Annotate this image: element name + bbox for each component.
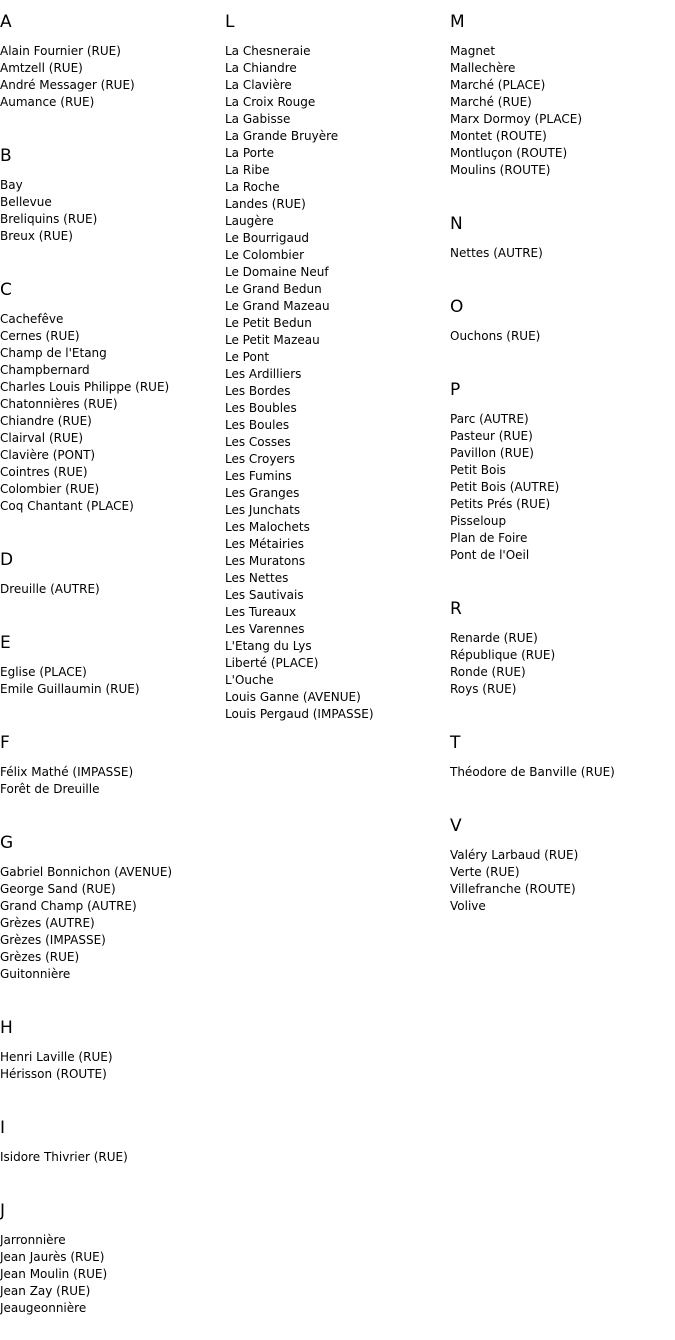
street-link[interactable]: Volive — [450, 899, 486, 913]
street-link[interactable]: Les Sautivais — [225, 588, 304, 602]
letter-section-a — [0, 0, 225, 111]
street-link[interactable]: La Gabisse — [225, 112, 291, 126]
section-letter-heading: D — [0, 550, 14, 570]
street-link[interactable]: Les Fumins — [225, 469, 292, 483]
street-link[interactable]: Villefranche (ROUTE) — [450, 882, 576, 896]
street-link[interactable]: Pont de l'Oeil — [450, 548, 530, 562]
street-link[interactable]: Clavière (PONT) — [0, 448, 96, 462]
section-letter-heading: E — [0, 633, 11, 653]
street-link[interactable]: Colombier (RUE) — [0, 482, 100, 496]
street-link[interactable]: Grèzes (AUTRE) — [0, 916, 95, 930]
street-link[interactable]: Les Cosses — [225, 435, 291, 449]
letter-section-j — [0, 1189, 225, 1317]
street-link[interactable]: Félix Mathé (IMPASSE) — [0, 765, 134, 779]
letter-section-b — [0, 134, 225, 245]
street-link[interactable]: Pisseloup — [450, 514, 507, 528]
street-link[interactable]: Marché (RUE) — [450, 95, 532, 109]
street-link[interactable]: La Chesneraie — [225, 44, 311, 58]
street-link[interactable]: Louis Ganne (AVENUE) — [225, 690, 361, 704]
street-link[interactable]: Les Boules — [225, 418, 290, 432]
street-link[interactable]: Jarronnière — [0, 1233, 66, 1247]
street-link[interactable]: Les Métairies — [225, 537, 304, 551]
letter-section-i — [0, 1106, 225, 1166]
letter-section-r — [450, 587, 675, 698]
street-link[interactable]: Jean Moulin (RUE) — [0, 1267, 108, 1281]
section-letter-heading: R — [450, 599, 462, 619]
letter-section-n — [450, 202, 675, 262]
street-link[interactable]: Petit Bois — [450, 463, 506, 477]
street-link[interactable]: André Messager (RUE) — [0, 78, 135, 92]
street-link[interactable]: Marx Dormoy (PLACE) — [450, 112, 583, 126]
column-2 — [225, 0, 450, 746]
street-link[interactable]: Aumance (RUE) — [0, 95, 95, 109]
section-letter-heading: G — [0, 833, 14, 853]
street-link[interactable]: Moulins (ROUTE) — [450, 163, 551, 177]
street-link[interactable]: Champ de l'Etang — [0, 346, 107, 360]
street-link[interactable]: Montet (ROUTE) — [450, 129, 547, 143]
street-link[interactable]: La Croix Rouge — [225, 95, 316, 109]
street-link[interactable]: Landes (RUE) — [225, 197, 306, 211]
street-link[interactable]: Grand Champ (AUTRE) — [0, 899, 137, 913]
street-link[interactable]: Petit Bois (AUTRE) — [450, 480, 560, 494]
street-link[interactable]: Emile Guillaumin (RUE) — [0, 682, 140, 696]
street-link[interactable]: Les Ardilliers — [225, 367, 302, 381]
section-letter-heading: P — [450, 380, 461, 400]
street-link[interactable]: Les Granges — [225, 486, 300, 500]
letter-section-l — [225, 0, 450, 723]
street-link[interactable]: Le Domaine Neuf — [225, 265, 329, 279]
street-link[interactable]: Les Boubles — [225, 401, 297, 415]
street-link[interactable]: Charles Louis Philippe (RUE) — [0, 380, 170, 394]
street-link[interactable]: Le Pont — [225, 350, 270, 364]
street-link[interactable]: Nettes (AUTRE) — [450, 246, 543, 260]
street-link[interactable]: Le Petit Bedun — [225, 316, 312, 330]
street-link[interactable]: Chatonnières (RUE) — [0, 397, 118, 411]
street-link[interactable]: Les Croyers — [225, 452, 295, 466]
street-link[interactable]: Breliquins (RUE) — [0, 212, 98, 226]
section-letter-heading: C — [0, 280, 12, 300]
street-link[interactable]: Louis Pergaud (IMPASSE) — [225, 707, 374, 721]
street-link[interactable]: Cointres (RUE) — [0, 465, 88, 479]
street-link[interactable]: Verte (RUE) — [450, 865, 520, 879]
street-link[interactable]: Cernes (RUE) — [0, 329, 80, 343]
section-letter-heading: O — [450, 297, 464, 317]
section-letter-heading: J — [0, 1201, 6, 1221]
street-link[interactable]: Le Colombier — [225, 248, 305, 262]
section-letter-heading: A — [0, 12, 12, 32]
street-link[interactable]: Jean Zay (RUE) — [0, 1284, 91, 1298]
street-link[interactable]: Breux (RUE) — [0, 229, 73, 243]
street-link[interactable]: Valéry Larbaud (RUE) — [450, 848, 579, 862]
section-letter-heading: N — [450, 214, 463, 234]
street-link[interactable]: Pasteur (RUE) — [450, 429, 533, 443]
street-link[interactable]: La Chiandre — [225, 61, 297, 75]
street-link[interactable]: Eglise (PLACE) — [0, 665, 87, 679]
street-link[interactable]: Guitonnière — [0, 967, 71, 981]
column-1 — [0, 0, 225, 1340]
street-link[interactable]: Laugère — [225, 214, 274, 228]
street-link[interactable]: Les Malochets — [225, 520, 310, 534]
street-link[interactable]: Le Petit Mazeau — [225, 333, 320, 347]
street-link[interactable]: Chiandre (RUE) — [0, 414, 92, 428]
street-link[interactable]: Bellevue — [0, 195, 52, 209]
section-letter-heading: L — [225, 12, 235, 32]
street-link[interactable]: Petits Prés (RUE) — [450, 497, 551, 511]
street-link[interactable]: Grèzes (IMPASSE) — [0, 933, 106, 947]
street-link[interactable]: Montluçon (ROUTE) — [450, 146, 568, 160]
letter-section-g — [0, 821, 225, 983]
letter-section-h — [0, 1006, 225, 1083]
street-link[interactable]: Dreuille (AUTRE) — [0, 582, 100, 596]
section-letter-heading: B — [0, 146, 12, 166]
street-link[interactable]: La Ribe — [225, 163, 270, 177]
street-link[interactable]: Alain Fournier (RUE) — [0, 44, 121, 58]
letter-section-c — [0, 268, 225, 515]
street-link[interactable]: La Porte — [225, 146, 275, 160]
section-letter-heading: H — [0, 1018, 13, 1038]
letter-section-f — [0, 721, 225, 798]
street-link[interactable]: Le Grand Bedun — [225, 282, 322, 296]
street-link[interactable]: Le Grand Mazeau — [225, 299, 330, 313]
street-link[interactable]: Isidore Thivrier (RUE) — [0, 1150, 128, 1164]
street-link[interactable]: La Clavière — [225, 78, 292, 92]
street-link[interactable]: Jeaugeonnière — [0, 1301, 87, 1315]
street-link[interactable]: Marché (PLACE) — [450, 78, 546, 92]
street-link[interactable]: George Sand (RUE) — [0, 882, 116, 896]
letter-section-o — [450, 285, 675, 345]
street-link[interactable]: Parc (AUTRE) — [450, 412, 529, 426]
street-link[interactable]: Cachefêve — [0, 312, 64, 326]
letter-section-v — [450, 804, 675, 915]
street-link[interactable]: Renarde (RUE) — [450, 631, 538, 645]
street-link[interactable]: La Roche — [225, 180, 280, 194]
street-link[interactable]: Coq Chantant (PLACE) — [0, 499, 134, 513]
street-link[interactable]: Ouchons (RUE) — [450, 329, 541, 343]
street-link[interactable]: Les Muratons — [225, 554, 306, 568]
letter-section-t — [450, 721, 675, 781]
letter-section-e — [0, 621, 225, 698]
street-link[interactable]: La Grande Bruyère — [225, 129, 339, 143]
street-link[interactable]: Pavillon (RUE) — [450, 446, 534, 460]
street-link[interactable]: Amtzell (RUE) — [0, 61, 83, 75]
street-link[interactable]: Grèzes (RUE) — [0, 950, 80, 964]
street-link[interactable]: Ronde (RUE) — [450, 665, 526, 679]
street-link[interactable]: Hérisson (ROUTE) — [0, 1067, 107, 1081]
street-link[interactable]: Roys (RUE) — [450, 682, 517, 696]
street-link[interactable]: Les Tureaux — [225, 605, 297, 619]
letter-section-p — [450, 368, 675, 564]
street-link[interactable]: Les Junchats — [225, 503, 301, 517]
street-link[interactable]: Forêt de Dreuille — [0, 782, 100, 796]
letter-section-d — [0, 538, 225, 598]
street-link[interactable]: Les Bordes — [225, 384, 291, 398]
section-letter-heading: I — [0, 1118, 6, 1138]
street-link[interactable]: Liberté (PLACE) — [225, 656, 319, 670]
street-link[interactable]: Magnet — [450, 44, 496, 58]
street-link[interactable]: Plan de Foire — [450, 531, 528, 545]
street-link[interactable]: Henri Laville (RUE) — [0, 1050, 113, 1064]
street-link[interactable]: Clairval (RUE) — [0, 431, 84, 445]
letter-section-m — [450, 0, 675, 179]
street-link[interactable]: Mallechère — [450, 61, 516, 75]
section-letter-heading: V — [450, 816, 462, 836]
street-link[interactable]: Gabriel Bonnichon (AVENUE) — [0, 865, 173, 879]
street-link[interactable]: Bay — [0, 178, 23, 192]
street-link[interactable]: Champbernard — [0, 363, 90, 377]
street-link[interactable]: Les Nettes — [225, 571, 289, 585]
section-letter-heading: F — [0, 733, 10, 753]
street-link[interactable]: L'Ouche — [225, 673, 274, 687]
street-link[interactable]: Jean Jaurès (RUE) — [0, 1250, 105, 1264]
street-link[interactable]: Le Bourrigaud — [225, 231, 310, 245]
street-link[interactable]: République (RUE) — [450, 648, 556, 662]
section-letter-heading: M — [450, 12, 465, 32]
street-link[interactable]: L'Etang du Lys — [225, 639, 312, 653]
street-link[interactable]: Théodore de Banville (RUE) — [450, 765, 615, 779]
section-letter-heading: T — [450, 733, 461, 753]
column-3 — [450, 0, 675, 938]
street-link[interactable]: Les Varennes — [225, 622, 305, 636]
